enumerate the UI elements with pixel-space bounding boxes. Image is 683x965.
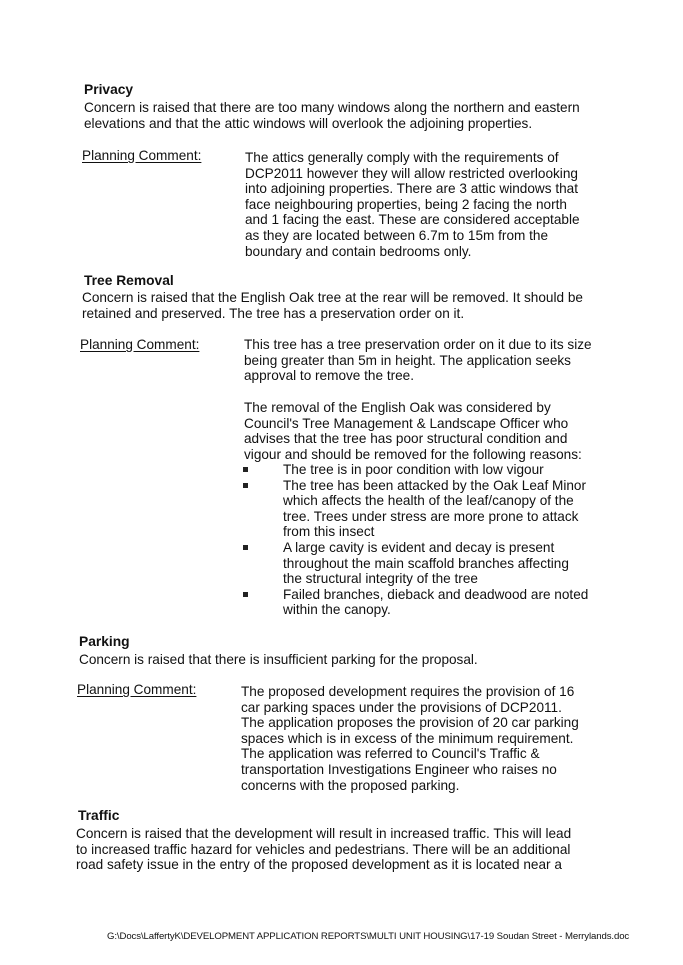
heading-parking: Parking (79, 634, 130, 649)
text-line: approval to remove the tree. (244, 368, 415, 384)
text-line: The attics generally comply with the requirements of (245, 150, 559, 165)
text-line: boundary and contain bedrooms only. (245, 243, 472, 259)
text-line: from this insect (283, 524, 375, 540)
bullet-icon (243, 483, 248, 488)
privacy-concern (84, 100, 604, 131)
text-line: The application was referred to Council's Traffic & (241, 746, 540, 762)
text-line: as they are located between 6.7m to 15m from the (245, 227, 549, 243)
text-line: tree. Trees under stress are more prone to attack (283, 508, 579, 524)
bullet-icon (243, 467, 248, 472)
text-line: spaces which is in excess of the minimum requirement. (241, 730, 574, 746)
heading-traffic: Traffic (78, 808, 120, 823)
text-line: retained and preserved. The tree has a preservation order on it. (82, 305, 465, 321)
planning-comment-label: Planning Comment: (77, 682, 197, 697)
parking-concern (79, 652, 599, 668)
traffic-concern (76, 826, 598, 873)
text-line: car parking spaces under the provisions of DCP2011. (241, 699, 562, 715)
text-line: vigour and should be removed for the following reasons: (244, 446, 582, 462)
text-line: which affects the health of the leaf/canopy of the (283, 493, 574, 509)
text-line: The proposed development requires the provision of 16 (241, 684, 575, 699)
tree-officer-comment (244, 400, 596, 462)
heading-tree-removal: Tree Removal (84, 273, 174, 288)
planning-comment-label: Planning Comment: (80, 337, 200, 352)
text-line: throughout the main scaffold branches affecting (283, 555, 569, 571)
text-line: face neighbouring properties, being 2 facing the north (245, 196, 567, 212)
text-line: The tree is in poor condition with low vigour (283, 462, 544, 477)
text-line: Council's Tree Management & Landscape Officer who (244, 415, 569, 431)
list-item (243, 478, 595, 540)
text-line: Concern is raised that there is insufficient parking for the proposal. (79, 652, 478, 667)
text-line: The removal of the English Oak was considered by (244, 400, 551, 415)
list-item (243, 540, 595, 587)
text-line: elevations and that the attic windows will overlook the adjoining properties. (84, 115, 533, 131)
text-line: into adjoining properties. There are 3 attic windows that (245, 181, 578, 197)
text-line: transportation Investigations Engineer who raises no (241, 761, 557, 777)
heading-privacy: Privacy (84, 82, 134, 97)
text-line: This tree has a tree preservation order on it due to its size (244, 337, 592, 352)
text-line: within the canopy. (283, 602, 391, 618)
text-line: road safety issue in the entry of the proposed development as it is located near a (76, 857, 562, 873)
bullet-icon (243, 592, 248, 597)
text-line: Concern is raised that the English Oak tree at the rear will be removed. It should be (82, 290, 583, 305)
privacy-planning-comment (245, 150, 597, 259)
bullet-icon (243, 545, 248, 550)
text-line: concerns with the proposed parking. (241, 777, 460, 793)
text-line: The application proposes the provision of 20 car parking (241, 715, 579, 731)
planning-comment-label: Planning Comment: (82, 148, 202, 163)
text-line: Failed branches, dieback and deadwood are noted (283, 586, 589, 602)
text-line: A large cavity is evident and decay is present (283, 539, 555, 555)
text-line: Concern is raised that the development will result in increased traffic. This will lead (76, 826, 572, 841)
list-item (243, 587, 595, 618)
text-line: advises that the tree has poor structural condition and (244, 431, 568, 447)
tree-reasons-list (243, 462, 595, 618)
text-line: DCP2011 however they will allow restricted overlooking (245, 165, 578, 181)
parking-planning-comment (241, 684, 593, 793)
text-line: being greater than 5m in height. The application seeks (244, 352, 571, 368)
text-line: Concern is raised that there are too many windows along the northern and eastern (84, 100, 580, 115)
text-line: to increased traffic hazard for vehicles and pedestrians. There will be an additional (76, 841, 571, 857)
text-line: and 1 facing the east. These are considered acceptable (245, 212, 580, 228)
footer-file-path: G:\Docs\LaffertyK\DEVELOPMENT APPLICATION REPORTS\MULTI UNIT HOUSING\17-19 Soudan Street - Merrylands.doc (107, 931, 630, 942)
text-line: the structural integrity of the tree (283, 571, 478, 587)
list-item (243, 462, 595, 478)
tree-planning-comment (244, 337, 596, 384)
tree-concern (82, 290, 602, 321)
text-line: The tree has been attacked by the Oak Leaf Minor (283, 477, 587, 493)
